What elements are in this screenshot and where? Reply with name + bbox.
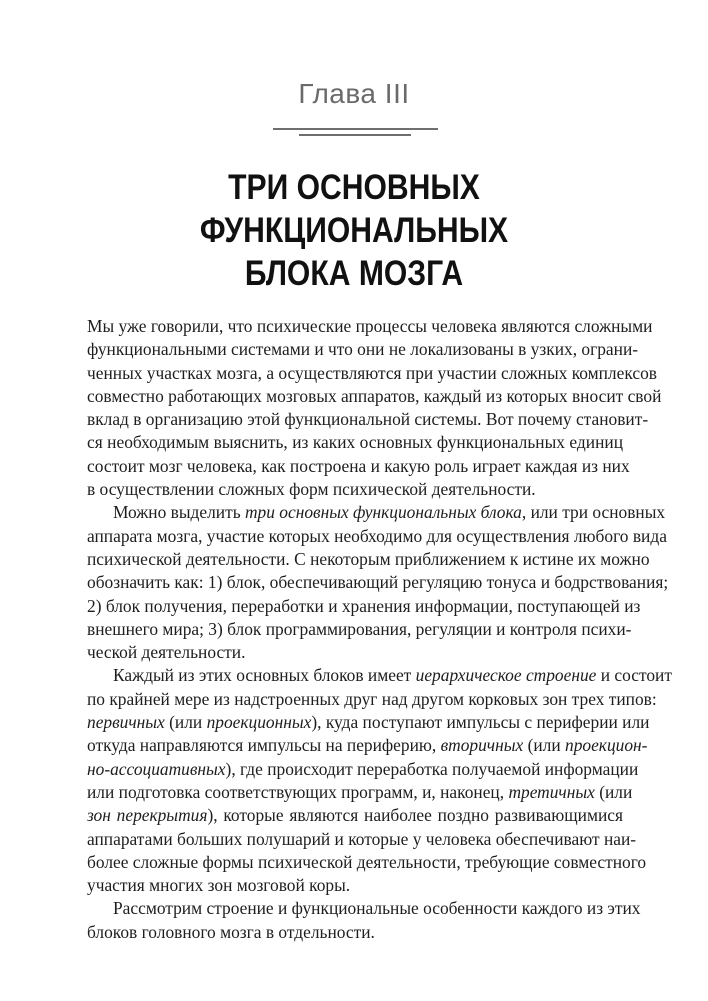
italic-term: проекционных (206, 712, 312, 733)
italic-term: иерархическое строение (415, 665, 597, 686)
text-line (87, 664, 672, 687)
text-run: (или (164, 712, 207, 733)
text-run: Каждый из этих основных блоков имеет (113, 665, 416, 686)
text-run: Рассмотрим строение и функциональные особенности каждого из этих (113, 898, 641, 919)
text-line (87, 338, 639, 361)
text-line (87, 478, 623, 501)
text-run: совместно работающих мозговых аппаратов, каждый из которых вносит свой (87, 385, 662, 406)
text-run: в осуществлении сложных форм психической деятельности. (87, 479, 536, 500)
text-run: более сложные формы психической деятельности, требующие совместного (87, 851, 647, 872)
text-line (87, 734, 648, 757)
italic-term: зон перекрытия (87, 805, 208, 826)
text-run: , или три основных (521, 502, 666, 523)
text-run: ), которые являются наиболее поздно развивающимися (207, 805, 623, 826)
text-run: или подготовка соответствующих программ, и, наконец, (87, 781, 509, 802)
text-run: откуда направляются импульсы на периферию, (87, 735, 441, 756)
paragraph (87, 501, 669, 664)
text-line (87, 851, 647, 874)
text-line (87, 874, 623, 897)
text-line (87, 548, 650, 571)
text-line (87, 385, 662, 408)
chapter-label: Глава III (298, 78, 410, 109)
text-line (87, 315, 653, 338)
text-run: обозначить как: 1) блок, обеспечивающий регуляцию тонуса и бодрствования; (87, 572, 669, 593)
text-run: аппаратами больших полушарий и которые у человека обеспечивают наи- (87, 828, 637, 849)
text-run: (или (523, 735, 565, 756)
chapter-title-line: ФУНКЦИОНАЛЬНЫХ (199, 211, 509, 250)
chapter-title-line: ТРИ ОСНОВНЫХ (228, 168, 480, 207)
text-line (87, 688, 657, 711)
italic-term: первичных (87, 712, 165, 733)
text-line (87, 431, 623, 454)
text-run: психической деятельности. С некоторым приближением к истине их можно (87, 548, 650, 569)
italic-term: три основных функциональных блока (244, 502, 522, 523)
text-run: ческой деятельности. (87, 642, 246, 663)
chapter-title-line: БЛОКА МОЗГА (244, 254, 464, 293)
text-line (87, 804, 623, 827)
text-run: и состоит (596, 665, 672, 686)
text-line (87, 408, 649, 431)
paragraph (87, 315, 662, 501)
text-run: состоит мозг человека, как построена и какую роль играет каждая из них (87, 455, 630, 476)
text-run: вклад в организацию этой функциональной системы. Вот почему становит- (87, 409, 649, 430)
text-line (87, 641, 623, 664)
text-run: Можно выделить (113, 502, 245, 523)
text-run: ), где происходит переработка получаемой информации (225, 758, 639, 779)
text-line (87, 781, 633, 804)
text-run: ), куда поступают импульсы с периферии или (311, 712, 650, 733)
text-run: внешнего мира; 3) блок программирования, регуляции и контроля психи- (87, 618, 632, 639)
paragraph (87, 897, 641, 944)
text-run: по крайней мере из надстроенных друг над другом корковых зон трех типов: (87, 688, 657, 709)
text-line (87, 501, 666, 524)
text-run: функциональными системами и что они не локализованы в узких, ограни- (87, 339, 639, 360)
text-run: Мы уже говорили, что психические процессы человека являются сложными (87, 316, 653, 336)
chapter-rule-long (273, 128, 438, 130)
italic-term: но-ассоциативных (87, 758, 226, 779)
text-line (87, 455, 630, 478)
text-run: аппарата мозга, участие которых необходимо для осуществления любого вида (87, 525, 667, 546)
text-run: ся необходимым выяснить, из каких основных функциональных единиц (87, 432, 623, 453)
text-run: блоков головного мозга в отдельности. (87, 921, 375, 942)
text-line (87, 595, 641, 618)
italic-term: третичных (508, 781, 595, 802)
text-line (87, 362, 657, 385)
text-run: участия многих зон мозговой коры. (87, 875, 351, 896)
chapter-rule-short (299, 134, 411, 136)
text-line (87, 571, 669, 594)
text-line (87, 897, 641, 920)
text-run: 2) блок получения, переработки и хранения информации, поступающей из (87, 595, 641, 616)
paragraph (87, 664, 672, 897)
text-line (87, 921, 623, 944)
text-line (87, 618, 632, 641)
italic-term: вторичных (440, 735, 524, 756)
text-line (87, 525, 667, 548)
text-line (87, 711, 650, 734)
text-run: ченных участках мозга, а осуществляются при участии сложных комплексов (87, 362, 657, 383)
text-run: (или (594, 781, 633, 802)
body-text (87, 315, 672, 944)
text-line (87, 828, 637, 851)
text-line (87, 758, 639, 781)
italic-term: проекцион- (565, 735, 648, 756)
chapter-title (50, 166, 659, 295)
